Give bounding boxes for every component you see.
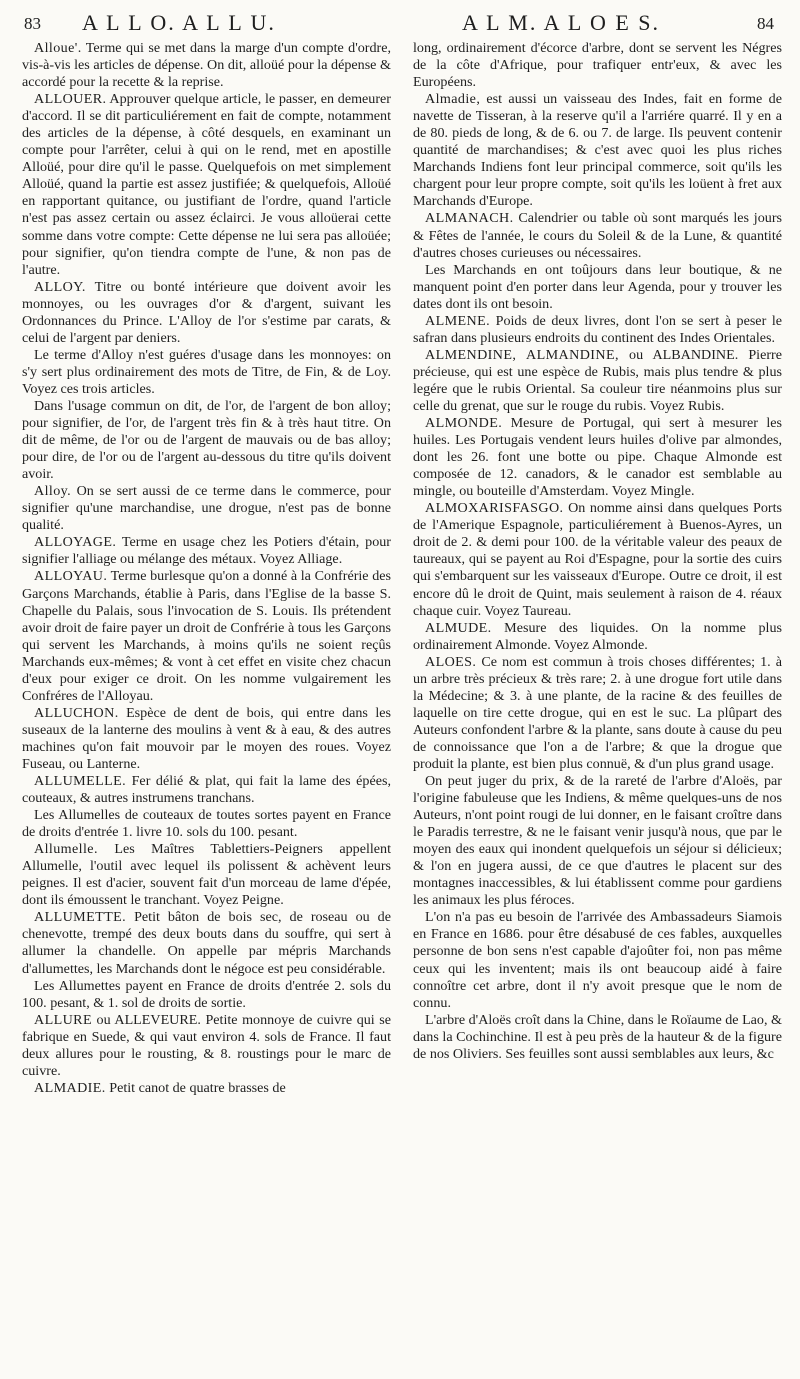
entry-text: , est aussi un vaisseau des Indes, fait en forme de navette de Tisseran, à la reserve qu'il a l'arriére quarré. Il y en a de 80. pieds de long, & de 6. ou 7. de large. Ils peuvent contenir quantité de marchandises; & c'est avec quoi les plus riches Marchands Indiens font leur principal commerce, soit qu'ils les chargent pour leur propre compte, soit qu'ils les loüent à fret aux Marchands d'Europe. xyxy=(413,91,782,210)
entry-text: Terme qui se met dans la marge d'un compte d'ordre, vis-à-vis les articles de dépense. On dit, alloüé pour la dépense & accordé pour la recette & la reprise. xyxy=(22,40,391,91)
dictionary-entry xyxy=(413,773,782,909)
dictionary-entry xyxy=(413,620,782,654)
dictionary-entry xyxy=(413,91,782,210)
entry-headword: Alloue'. xyxy=(34,40,82,56)
entry-headword: ALMOXARISFASGO. xyxy=(425,500,564,517)
dictionary-entry xyxy=(22,568,391,704)
dictionary-entry xyxy=(22,279,391,347)
left-page-number: 83 xyxy=(24,14,41,33)
entry-text: Mesure des liquides. On la nomme plus ordinairement Almonde. Voyez Almonde. xyxy=(413,619,782,653)
dictionary-entry xyxy=(413,347,782,415)
entry-headword: ALLUMELLE. xyxy=(34,773,127,790)
entry-text: Dans l'usage commun on dit, de l'or, de l'argent de bon alloy; pour signifier, de l'or, de l'argent très fin & à très haut titre. On dit de même, de l'or ou de l'argent de mauvais ou de bas alloy; pour dire, de l'or ou de l'argent au-dessous du titre qu'ils doivent avoir. xyxy=(22,397,391,483)
dictionary-entry xyxy=(22,398,391,483)
dictionary-entry xyxy=(22,909,391,977)
left-running-head: A L L O. A L L U. xyxy=(82,10,276,35)
dictionary-entry xyxy=(413,909,782,1011)
entry-headword: ALLOYAGE. xyxy=(34,534,117,551)
entry-headword: Allumelle. xyxy=(34,841,98,858)
dictionary-entry xyxy=(413,313,782,347)
entry-text: Les Allumelles de couteaux de toutes sortes payent en France de droits d'entrée 1. livre 10. sols du 100. pesant. xyxy=(22,807,391,841)
entry-headword: ALMENE. xyxy=(425,312,491,329)
dictionary-entry xyxy=(22,91,391,279)
entry-text: Les Marchands en ont toûjours dans leur boutique, & ne manquent point d'en porter dans leur Agenda, pour y trouver les dates dont ils ont besoin. xyxy=(413,261,782,312)
entry-text: Terme burlesque qu'on a donné à la Confrérie des Garçons Marchands, établie à Paris, dans l'Eglise de la basse S. Chapelle du Palais, sous l'invocation de S. Louis. Ils prétendent avoir droit de faire payer un droit de Confrérie à tous les Garçons qui servent les Marchands, à moins qu'ils ne soient reçûs Marchands eux-mêmes; & vont à cet effet en visite chez chacun d'eux pour exiger ce droit. On les nomme vulgairement les Confréres de l'Alloyau. xyxy=(22,568,391,704)
right-column xyxy=(413,40,782,1097)
entry-text: Fer délié & plat, qui fait la lame des épées, couteaux, & autres instrumens tranchans. xyxy=(22,773,391,807)
entry-text: On nomme ainsi dans quelques Ports de l'Amerique Espagnole, particuliérement à Buenos-Ayres, un droit de 2. & demi pour 100. de la véritable valeur des peaux de taureaux, qui se payent au Roi d'Espagne, pour la sortie des cuirs qui s'embarquent sur les vaisseaux d'Europe. Outre ce droit, il est encore dû le droit de Quint, mais seulement à raison de 4. réaux chaque cuir. Voyez Taureau. xyxy=(413,500,782,619)
dictionary-entry xyxy=(22,40,391,91)
dictionary-entry xyxy=(22,534,391,568)
dictionary-entry xyxy=(22,705,391,773)
dictionary-entry xyxy=(22,807,391,841)
entry-headword: ALLUMETTE. xyxy=(34,909,127,926)
entry-headword: ALMONDE. xyxy=(425,415,503,432)
entry-text: Mesure de Portugal, qui sert à mesurer les huiles. Les Portugais vendent leurs huiles d'olive par almondes, dont les 26. font une botte ou pipe. Chaque Almonde est composée de 12. canadors, & le canador est semblable au mingle, ou bouteille d'Amsterdam. Voyez Mingle. xyxy=(413,415,782,500)
entry-text: L'on n'a pas eu besoin de l'arrivée des Ambassadeurs Siamois en France en 1686. pour être désabusé de ces fables, auxquelles personne de bon sens n'est capable d'ajoûter foi, non pas même ceux qui les inventent; mais ils ont beaucoup aidé à faire connoître cet arbre, dont il n'y avoit presque que le nom de connu. xyxy=(413,909,782,1011)
entry-headword: ALLURE xyxy=(34,1011,92,1028)
dictionary-entry xyxy=(22,841,391,909)
dictionary-entry xyxy=(413,1012,782,1063)
dictionary-entry xyxy=(22,773,391,807)
dictionary-entry xyxy=(22,1012,391,1080)
entry-text: ou ALLEVEURE. Petite monnoye de cuivre qui se fabrique en Suede, & qui vaut environ 4. sols de France. Il faut deux allures pour le rousting, & 8. roustings pour le marc de cuivre. xyxy=(22,1011,391,1079)
dictionary-entry xyxy=(22,347,391,398)
text-columns xyxy=(22,40,782,1097)
entry-text: Ce nom est commun à trois choses différentes; 1. à un arbre très précieux & très rare; 2. à une drogue fort utile dans la Médecine; & 3. à une plante, de la racine & des feuilles de laquelle on tire cette drogue, qui en est le suc. La plûpart des Auteurs confondent l'arbre & la plante, sans doute à cause du peu de connoissance que l'on a de l'arbre; & que la drogue que produit la plante, est bien plus connuë, & d'un plus grand usage. xyxy=(413,653,782,772)
entry-text: Poids de deux livres, dont l'on se sert à peser le safran dans plusieurs endroits du continent des Indes Orientales. xyxy=(413,312,782,346)
entry-text: L'arbre d'Aloës croît dans la Chine, dans le Roïaume de Lao, & dans la Cochinchine. Il est à peu près de la hauteur & de la figure de nos Oliviers. Ses feuilles sont aussi semblables aux leurs, &c xyxy=(413,1011,782,1062)
entry-text: Calendrier ou table où sont marqués les jours & Fêtes de l'année, le cours du Soleil & de la Lune, & quantité d'autres choses curieuses ou nécessaires. xyxy=(413,210,782,261)
entry-headword: ALLOUER. xyxy=(34,91,107,108)
entry-text: Les Maîtres Tablettiers-Peigners appellent Allumelle, l'outil avec lequel ils polissent & achèvent leurs peignes. Il est d'acier, souvent fait d'un morceau de lame d'épée, dont ils émoussent le tranchant. Voyez Peigne. xyxy=(22,841,391,909)
entry-headword: Alloy. xyxy=(34,483,72,500)
entry-headword: Almadie xyxy=(425,91,477,108)
dictionary-entry xyxy=(413,415,782,500)
entry-text: Petit canot de quatre brasses de xyxy=(105,1079,286,1096)
entry-text: Espèce de dent de bois, qui entre dans les suseaux de la lanterne des moulins à vent & à eau, & des autres machines qu'on fait mouvoir par le moyen des roues. Voyez Fuseau, ou Lanterne. xyxy=(22,704,391,772)
entry-headword: ALOES. xyxy=(425,653,477,670)
entry-headword: ALLOY. xyxy=(34,278,86,295)
dictionary-entry xyxy=(413,500,782,619)
dictionary-entry xyxy=(413,262,782,313)
dictionary-entry xyxy=(413,654,782,773)
dictionary-entry xyxy=(22,978,391,1012)
entry-text: Le terme d'Alloy n'est guéres d'usage dans les monnoyes: on s'y sert plus ordinairement des mots de Titre, de Fin, & de Loy. Voyez ces trois articles. xyxy=(22,346,391,397)
entry-text: Approuver quelque article, le passer, en demeurer d'accord. Il se dit particuliérement en fait de compte, notamment des articles de la dépense, à côté desquels, en examinant un compte pour l'arrêter, celui à qui on le rend, met en apostille Alloüé, pour dire qu'il le passe. Quelquefois on met simplement Alloüé, quand la partie est assez justifiée; & quelquefois, Alloüé en rapportant quitance, ou justifiant de l'ordre, quand l'article n'est pas assez certain ou assez éclairci. Je vous alloüerai cette somme dans votre compte: Cette dépense ne lui sera pas alloüée; pour signifier, qu'on tiendra compte de l'une, & non pas de l'autre. xyxy=(22,91,391,278)
left-column xyxy=(22,40,391,1097)
entry-text: long, ordinairement d'écorce d'arbre, dont se servent les Négres de la côte d'Afrique, pour trafiquer entr'eux, & avec les Européens. xyxy=(413,40,782,91)
entry-headword: ALMANACH. xyxy=(425,210,514,227)
entry-text: On peut juger du prix, & de la rareté de l'arbre d'Aloës, par l'origine fabuleuse que les Indiens, & même quelques-uns de nos Auteurs, n'ont point rougi de lui donner, en le faisant croître dans le Paradis terrestre, & ne le faisant venir jusqu'à nous, que par le moyen des eaux qui inondent quelquefois un séjour si délicieux; & l'on en jugera aussi, de ce que d'autres le placent sur des montagnes inaccessibles, & lui établissent comme pour gardiens les animaux les plus féroces. xyxy=(413,773,782,909)
entry-text: On se sert aussi de ce terme dans le commerce, pour signifier qu'une marchandise, une drogue, n'est pas de bonne qualité. xyxy=(22,483,391,534)
dictionary-entry xyxy=(22,483,391,534)
entry-text: ou ALBANDINE. Pierre précieuse, qui est une espèce de Rubis, mais plus tendre & plus legére que le rubis Oriental. Sa couleur tire néanmoins plus sur celle du grenat, que sur le rouge du rubis. Voyez Rubis. xyxy=(413,346,782,414)
page-header xyxy=(22,6,778,40)
entry-headword: ALMADIE. xyxy=(34,1079,106,1096)
entry-text: Les Allumettes payent en France de droits d'entrée 2. sols du 100. pesant, & 1. sol de droits de sortie. xyxy=(22,977,391,1011)
right-running-head: A L M. A L O E S. xyxy=(462,10,661,35)
entry-text: Petit bâton de bois sec, de roseau ou de chenevotte, trempé des deux bouts dans du souffre, qui sert à allumer la chandelle. On appelle par mépris Marchands d'allumettes, les Marchands dont le négoce est peu considérable. xyxy=(22,909,391,977)
entry-headword: ALLOYAU. xyxy=(34,568,108,585)
entry-text: Titre ou bonté intérieure que doivent avoir les monnoyes, ou les ouvrages d'or & d'argent, suivant les Ordonnances du Prince. L'Alloy de l'or s'estime par carats, & celui de l'argent par deniers. xyxy=(22,278,391,346)
entry-headword: ALMUDE. xyxy=(425,619,492,636)
entry-headword: ALMENDINE, ALMANDINE, xyxy=(425,346,619,363)
dictionary-entry xyxy=(413,40,782,91)
dictionary-entry xyxy=(413,210,782,261)
entry-headword: ALLUCHON. xyxy=(34,704,119,721)
right-page-number: 84 xyxy=(757,14,774,33)
dictionary-entry xyxy=(22,1080,391,1097)
entry-text: Terme en usage chez les Potiers d'étain, pour signifier l'alliage ou mélange des métaux. Voyez Alliage. xyxy=(22,534,391,568)
